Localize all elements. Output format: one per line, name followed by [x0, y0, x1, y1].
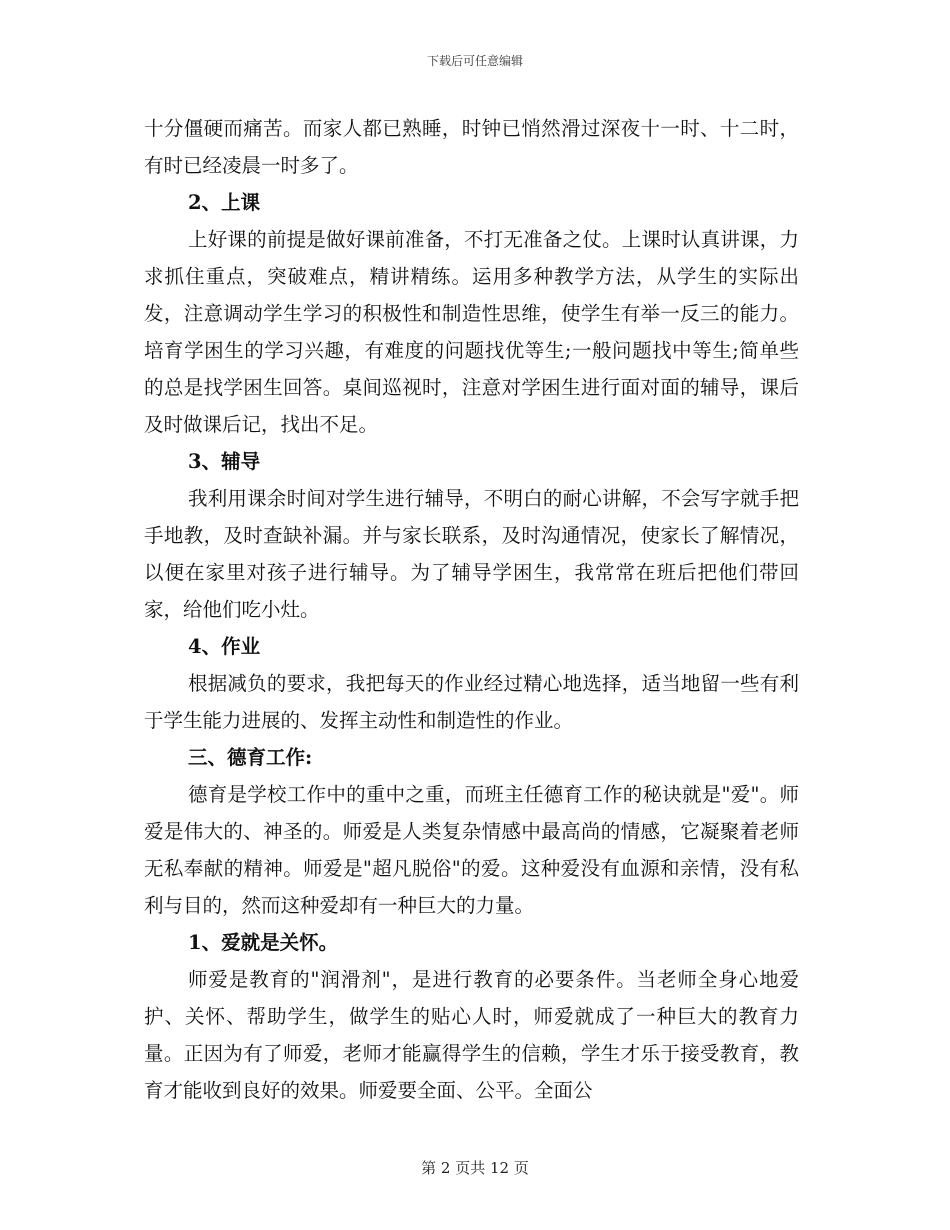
section-heading-shangke: 2、上课 [188, 191, 261, 214]
section-heading-deyu: 三、德育工作: [188, 746, 313, 769]
paragraph-ai: 师爱是教育的"润滑剂"，是进行教育的必要条件。当老师全身心地爱护、关怀、帮助学生，做学生的贴心人时，师爱就成了一种巨大的教育力量。正因为有了师爱，老师才能赢得学生的信赖，学生才乐于接受教育，教育才能收到良好的效果。师爱要全面、公平。全面公 [144, 968, 799, 1102]
document-body [144, 110, 799, 1109]
paragraph-shangke: 上好课的前提是做好课前准备，不打无准备之仗。上课时认真讲课，力求抓住重点，突破难点，精讲精练。运用多种教学方法，从学生的实际出发，注意调动学生学习的积极性和制造性思维，使学生有举一反三的能力。培育学困生的学习兴趣，有难度的问题找优等生;一般问题找中等生;简单些的总是找学困生回答。桌间巡视时，注意对学困生进行面对面的辅导，课后及时做课后记，找出不足。 [144, 228, 799, 436]
paragraph-deyu: 德育是学校工作中的重中之重，而班主任德育工作的秘诀就是"爱"。师爱是伟大的、神圣的。师爱是人类复杂情感中最高尚的情感，它凝聚着老师无私奉献的精神。师爱是"超凡脱俗"的爱。这种爱没有血源和亲情，没有私利与目的，然而这种爱却有一种巨大的力量。 [144, 783, 799, 917]
paragraph-continued: 十分僵硬而痛苦。而家人都已熟睡，时钟已悄然滑过深夜十一时、十二时，有时已经凌晨一时多了。 [144, 117, 799, 177]
section-heading-ai: 1、爱就是关怀。 [188, 931, 339, 954]
page-header: 下载后可任意编辑 [426, 54, 523, 68]
paragraph-zuoye: 根据减负的要求，我把每天的作业经过精心地选择，适当地留一些有利于学生能力进展的、发挥主动性和制造性的作业。 [144, 672, 799, 732]
paragraph-fudao: 我利用课余时间对学生进行辅导，不明白的耐心讲解，不会写字就手把手地教，及时查缺补漏。并与家长联系，及时沟通情况，使家长了解情况，以便在家里对孩子进行辅导。为了辅导学困生，我常常在班后把他们带回家，给他们吃小灶。 [144, 487, 799, 621]
section-heading-zuoye: 4、作业 [188, 635, 261, 658]
page-number: 第 2 页共 12 页 [421, 1159, 529, 1177]
section-heading-fudao: 3、辅导 [188, 450, 261, 473]
